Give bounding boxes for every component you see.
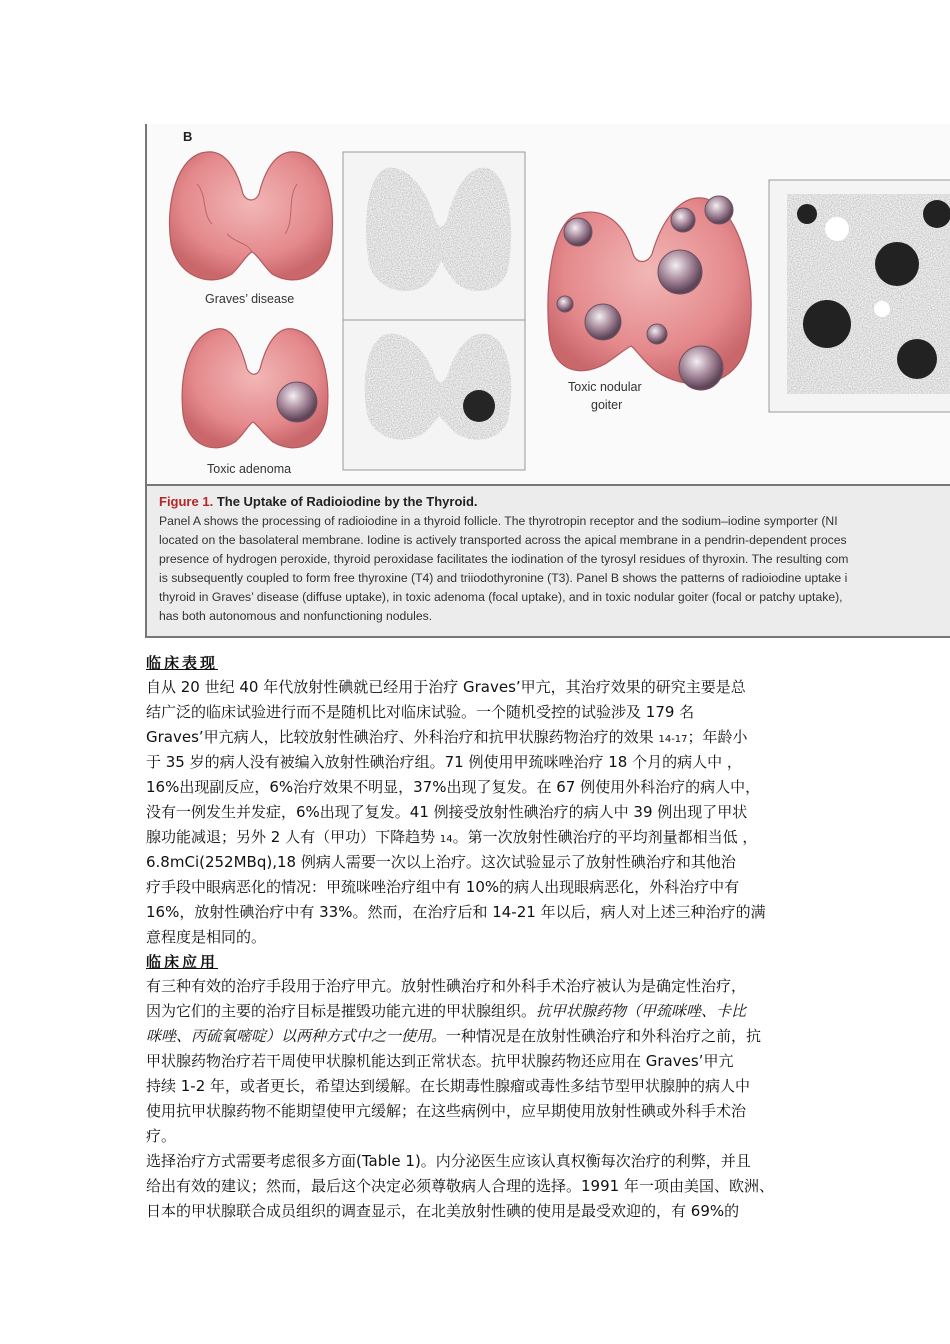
- graves-caption: Graves’ disease: [205, 292, 295, 306]
- paragraph-line: [146, 726, 748, 747]
- paragraph-line: [146, 1025, 761, 1046]
- text-run: 一种情况是在放射性碘治疗和外科治疗之前，抗: [446, 1027, 762, 1045]
- figure-panel-b: [147, 124, 950, 486]
- paragraph-line: 有三种有效的治疗手段用于治疗甲亢。放射性碘治疗和外科手术治疗被认为是确定性治疗，: [146, 977, 747, 995]
- figure-caption-line: presence of hydrogen peroxide, thyroid peroxidase facilitates the iodination of the tyrosyl residues of thyroxin. The resulting com: [159, 552, 849, 566]
- text-run: 腺功能减退；另外 2 人有（甲功）下降趋势: [146, 828, 436, 846]
- italic-text-run: 咪唑、丙硫氧嘧啶）以两种方式中之一使用。: [146, 1027, 447, 1045]
- figure-caption-line: is subsequently coupled to form free thyroxine (T4) and triiodothyronine (T3). Panel B shows the patterns of radioiodine uptake i: [159, 571, 848, 585]
- figure-caption-line: thyroid in Graves’ disease (diffuse uptake), in toxic adenoma (focal uptake), and in toxic nodular goiter (focal or patchy uptake),: [159, 590, 843, 604]
- paragraph-line: 使用抗甲状腺药物不能期望使甲亢缓解；在这些病例中，应早期使用放射性碘或外科手术治: [146, 1102, 747, 1120]
- section-heading-clinical-application: 临床应用: [146, 953, 219, 971]
- paragraph-line: 甲状腺药物治疗若干周使甲状腺机能达到正常状态。抗甲状腺药物还应用在 Graves’甲亢: [146, 1052, 734, 1070]
- paragraph-line: 选择治疗方式需要考虑很多方面(Table 1)。内分泌医生应该认真权衡每次治疗的利弊，并且: [146, 1152, 751, 1170]
- paragraph-line: 意程度是相同的。: [146, 928, 267, 946]
- text-run: 因为它们的主要的治疗目标是摧毁功能亢进的甲状腺组织。: [146, 1002, 537, 1020]
- paragraph-line: 疗。: [146, 1127, 177, 1145]
- figure-caption-title: [159, 494, 478, 509]
- paragraph-line: 给出有效的建议；然而，最后这个决定必须尊敬病人合理的选择。1991 年一项由美国、欧洲、: [146, 1177, 774, 1195]
- paragraph-line: 没有一例发生并发症，6%出现了复发。41 例接受放射性碘治疗的病人中 39 例出现了甲状: [146, 803, 748, 821]
- graves-thyroid-illustration: [170, 152, 333, 280]
- toxic-adenoma-thyroid-illustration: [182, 329, 328, 448]
- section-heading-clinical-manifestation: 临床表现: [146, 654, 219, 672]
- italic-text-run: 抗甲状腺药物（甲巯咪唑、卡比: [536, 1002, 747, 1020]
- paragraph-line: 疗手段中眼病恶化的情况：甲巯咪唑治疗组中有 10%的病人出现眼病恶化，外科治疗中有: [146, 878, 740, 896]
- paragraph-line: 结广泛的临床试验进行而不是随机比对临床试验。一个随机受控的试验涉及 179 名: [146, 703, 695, 721]
- figure-caption-title-text: The Uptake of Radioiodine by the Thyroid.: [216, 494, 478, 509]
- text-run: ；年龄小: [687, 728, 748, 746]
- toxic-nodular-caption-line2: goiter: [591, 398, 623, 412]
- paragraph-line: 日本的甲状腺联合成员组织的调查显示，在北美放射性碘的使用是最受欢迎的，有 69%的: [146, 1202, 740, 1220]
- toxic-nodular-goiter-illustration: [548, 196, 751, 390]
- figure-caption: [147, 486, 950, 636]
- paragraph-line: [146, 1000, 746, 1021]
- paragraph-line: 16%，放射性碘治疗中有 33%。然而，在治疗后和 14-21 年以后，病人对上述三种治疗的满: [146, 903, 766, 921]
- panel-label: B: [183, 129, 193, 144]
- text-run: 。第一次放射性碘治疗的平均剂量都相当低 ，: [452, 828, 758, 846]
- toxic-nodular-caption-line1: Toxic nodular: [568, 380, 642, 394]
- figure-caption-line: has both autonomous and nonfunctioning nodules.: [159, 609, 433, 623]
- paragraph-line: 6.8mCi(252MBq),18 例病人需要一次以上治疗。这次试验显示了放射性碘治疗和其他治: [146, 853, 736, 871]
- paragraph-line: 自从 20 世纪 40 年代放射性碘就已经用于治疗 Graves’甲亢，其治疗效果的研究主要是总: [146, 678, 746, 696]
- reference-superscript: 14: [439, 834, 453, 845]
- paragraph-line: 16%出现副反应，6%治疗效果不明显，37%出现了复发。在 67 例使用外科治疗的病人中，: [146, 778, 761, 796]
- paragraph-line: 于 35 岁的病人没有被编入放射性碘治疗组。71 例使用甲巯咪唑治疗 18 个月的病人中 ，: [146, 753, 742, 771]
- figure-caption-line: Panel A shows the processing of radioiodine in a thyroid follicle. The thyrotropin receptor and the sodium–iodine symporter (NI: [159, 514, 838, 528]
- figure-caption-label: Figure 1.: [159, 494, 214, 509]
- toxic-adenoma-caption: Toxic adenoma: [207, 462, 292, 476]
- figure-caption-line: located on the basolateral membrane. Iodine is actively transported across the apical membrane in a pendrin-dependent proces: [159, 533, 847, 547]
- reference-superscript: 14-17: [658, 734, 688, 745]
- text-run: Graves’甲亢病人，比较放射性碘治疗、外科治疗和抗甲状腺药物治疗的效果: [146, 728, 654, 746]
- figure-1: [145, 124, 950, 638]
- paragraph-line: [146, 826, 757, 847]
- paragraph-line: 持续 1-2 年，或者更长，希望达到缓解。在长期毒性腺瘤或毒性多结节型甲状腺肿的病人中: [146, 1077, 751, 1095]
